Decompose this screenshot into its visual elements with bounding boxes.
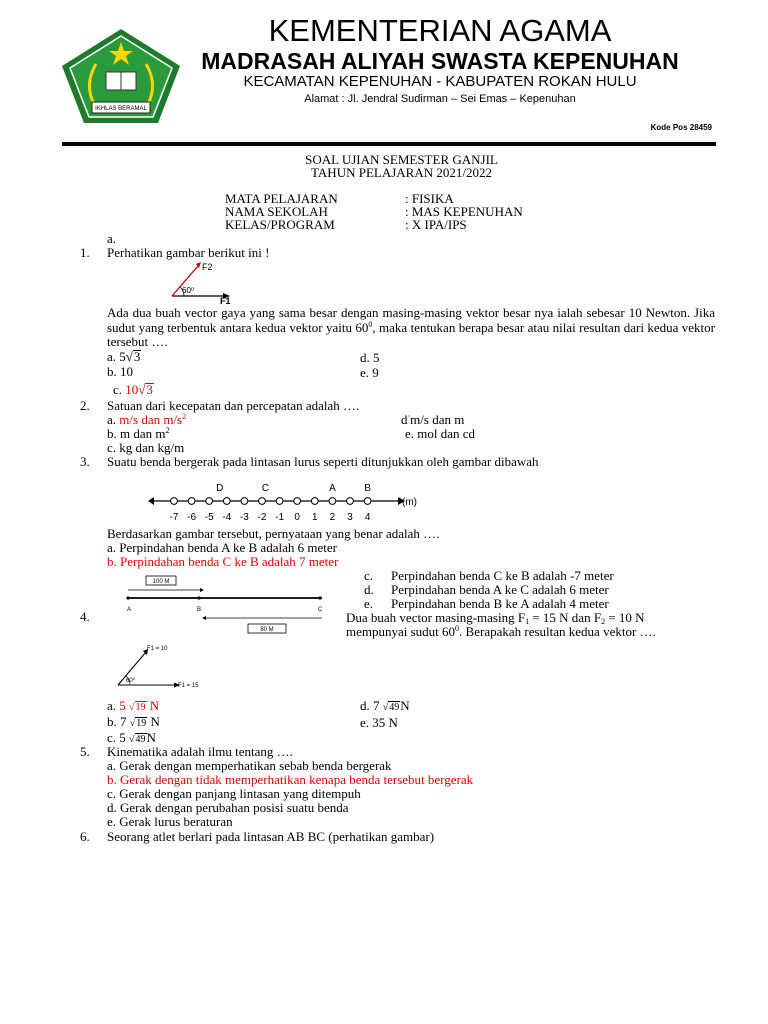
- q3-after: Berdasarkan gambar tersebut, pernyataan yang benar adalah ….: [107, 526, 440, 541]
- q2-opt-a-label: a.: [107, 412, 117, 427]
- q2-option-c: c. kg dan kg/m: [107, 440, 185, 455]
- numberline-letters: [216, 483, 371, 494]
- q3-numberline-figure: [148, 478, 428, 526]
- numberline-tick-label: -2: [257, 512, 267, 523]
- q4-s3: 0: [455, 624, 460, 633]
- q2-opt-a-sup: 2: [182, 412, 187, 421]
- q4-option-e: e. 35 N: [360, 715, 398, 730]
- q4-t2: = 15 N dan F: [529, 610, 602, 625]
- q4-opt-b-rad: 19: [136, 718, 147, 729]
- field-label-subject: MATA PELAJARAN: [225, 191, 338, 206]
- q1-opt-a-label: a. 5: [107, 349, 126, 364]
- q2-number: 2.: [80, 398, 90, 413]
- q5-number: 5.: [80, 744, 90, 759]
- q4-text: [346, 611, 715, 625]
- q4-vector-figure: [110, 640, 220, 692]
- q2-stem: Satuan dari kecepatan dan percepatan adalah ….: [107, 398, 360, 413]
- q2-option-a: [107, 413, 186, 427]
- field-value-class: : X IPA/IPS: [405, 217, 467, 232]
- numberline-tick-label: 0: [294, 512, 300, 523]
- q5-option-b: b. Gerak dengan tidak memperhatikan kenapa benda tersebut bergerak: [107, 772, 474, 787]
- q4-option-a: [107, 699, 159, 715]
- q4-opt-b-unit: N: [150, 714, 160, 729]
- q4-number: 4.: [80, 609, 90, 624]
- fig2-bottom-label: 80 M: [260, 627, 274, 633]
- numberline-point: [171, 498, 178, 505]
- numberline-tick-label: 3: [347, 512, 353, 523]
- exam-year: TAHUN PELAJARAN 2021/2022: [311, 165, 492, 180]
- q1-vector-figure: [168, 258, 238, 306]
- numberline-point: [311, 498, 318, 505]
- q4-text-line2: [346, 625, 656, 639]
- sqrt-icon: √49: [129, 734, 146, 745]
- q2-option-b: [107, 427, 170, 441]
- q1-stem: Perhatikan gambar berikut ini !: [107, 245, 270, 260]
- numberline-tick-label: -7: [169, 512, 179, 523]
- numberline-point: [188, 498, 195, 505]
- exam-title: SOAL UJIAN SEMESTER GANJIL: [305, 152, 498, 167]
- q6-number: 6.: [80, 829, 90, 844]
- q4-t5: . Berapakah resultan kedua vektor ….: [459, 624, 656, 639]
- numberline-point: [329, 498, 336, 505]
- q1-option-e: e. 9: [360, 365, 379, 380]
- q4-opt-c-rad: 49: [135, 734, 146, 745]
- q1-text-part1: Ada dua buah vector gaya yang sama besar dengan masing-masing vektor besar nya ialah sebesar 10 Newton. Jika sudut yang terbentuk antara kedua vektor yaitu 60: [107, 305, 715, 335]
- q1-opt-c-rad: 3: [146, 382, 153, 397]
- numberline-point: [364, 498, 371, 505]
- q1-text-sup: 0: [368, 319, 373, 329]
- q3-option-e: Perpindahan benda B ke A adalah 4 meter: [391, 596, 609, 611]
- q1-opt-c-coef: 10: [125, 382, 139, 397]
- numberline-tick-label: 4: [364, 512, 371, 523]
- q5-option-d: d. Gerak dengan perubahan posisi suatu benda: [107, 800, 349, 815]
- q2-option-e: e. mol dan cd: [405, 426, 476, 441]
- q3-option-d-label: d.: [364, 582, 374, 597]
- q4-opt-a-unit: N: [149, 698, 160, 713]
- numberline-point: [294, 498, 301, 505]
- q3-option-b: b. Perpindahan benda C ke B adalah 7 meter: [107, 554, 339, 569]
- numberline-tick-label: -4: [222, 512, 232, 523]
- fig2-top-label: 100 M: [152, 579, 170, 585]
- header-district: KECAMATAN KEPENUHAN - KABUPATEN ROKAN HULU: [243, 73, 637, 90]
- numberline-letter: B: [364, 483, 371, 494]
- q4-s2: 2: [601, 617, 606, 626]
- q4-fig-f1a: F1 = 10: [147, 646, 168, 652]
- q4-option-b: [107, 715, 160, 731]
- field-label-school: NAMA SEKOLAH: [225, 204, 328, 219]
- numberline-tick-label: -3: [239, 512, 249, 523]
- q3-option-d: Perpindahan benda A ke C adalah 6 meter: [391, 582, 609, 597]
- q1-fig-f1: F1: [220, 296, 231, 306]
- q3-number: 3.: [80, 454, 90, 469]
- q4-opt-a-answer: [119, 698, 159, 713]
- numberline-unit: (m): [402, 497, 417, 508]
- numberline-tick-label: -6: [187, 512, 197, 523]
- q4-opt-b-label: b. 7: [107, 714, 127, 729]
- sqrt-icon: √19: [129, 718, 147, 729]
- q4-opt-d-rad: 49: [389, 702, 400, 713]
- q1-opt-a-rad: 3: [133, 349, 141, 364]
- q1-opt-c-label: c.: [113, 382, 123, 397]
- q1-fig-angle: 60⁰: [182, 286, 195, 295]
- sqrt-icon: √3: [125, 349, 141, 364]
- sqrt-icon: √3: [138, 382, 153, 397]
- q2-opt-a-text: m/s dan m/s: [119, 412, 183, 427]
- numberline-tick-label: -5: [204, 512, 214, 523]
- q4-fig-f1b: F1 = 15: [178, 683, 199, 689]
- field-value-school: : MAS KEPENUHAN: [405, 204, 523, 219]
- ministry-logo: [58, 26, 184, 126]
- q2-opt-b-sup: 2: [165, 426, 170, 435]
- q2-opt-a-answer: [119, 412, 186, 427]
- q4-s1: 1: [525, 617, 530, 626]
- header-address: Alamat : Jl. Jendral Sudirman – Sei Emas – Kepenuhan: [304, 93, 576, 105]
- q4-t1: Dua buah vector masing-masing F: [346, 610, 526, 625]
- numberline-letter: C: [261, 483, 270, 494]
- q1-option-d: d. 5: [360, 350, 380, 365]
- q5-option-e: e. Gerak lurus beraturan: [107, 814, 233, 829]
- header-title: KEMENTERIAN AGAMA: [268, 13, 612, 48]
- q3-option-c: Perpindahan benda C ke B adalah -7 meter: [391, 568, 614, 583]
- q3-option-e-label: e.: [364, 596, 374, 611]
- q4-opt-a-label: a.: [107, 698, 117, 713]
- numberline-point: [206, 498, 213, 505]
- q4-fig-angle: 60⁰: [126, 678, 136, 684]
- sqrt-icon: √49: [382, 702, 400, 713]
- q4-opt-d-label: d. 7: [360, 698, 380, 713]
- q1-text-part2: , maka tentukan berapa besar atau nilai resultan dari kedua vektor tersebut ….: [107, 319, 715, 349]
- q4-opt-c-unit: N: [146, 730, 156, 745]
- q5-stem: Kinematika adalah ilmu tentang ….: [107, 744, 293, 759]
- numberline-letter: D: [216, 483, 224, 494]
- q4-opt-d-unit: N: [400, 698, 410, 713]
- q2-option-d: [401, 413, 464, 427]
- q3-option-c-label: c.: [364, 568, 374, 583]
- numberline-tick-label: 1: [312, 512, 318, 523]
- numberline-point: [223, 498, 230, 505]
- q1-option-c: [113, 383, 154, 397]
- q1-option-a: [107, 350, 141, 364]
- q3-option-a: a. Perpindahan benda A ke B adalah 6 meter: [107, 540, 337, 555]
- field-value-subject: : FISIKA: [405, 191, 454, 206]
- q4-opt-a-rad: 19: [135, 702, 146, 713]
- numberline-point: [276, 498, 283, 505]
- q4-t3: = 10 N: [605, 610, 645, 625]
- logo-motto: IKHLAS BERAMAL: [95, 106, 147, 112]
- numberline-tick-label: 2: [329, 512, 336, 523]
- field-label-class: KELAS/PROGRAM: [225, 217, 335, 232]
- q5-option-c: c. Gerak dengan panjang lintasan yang ditempuh: [107, 786, 361, 801]
- q3-stem: Suatu benda bergerak pada lintasan lurus seperti ditunjukkan oleh gambar dibawah: [107, 454, 539, 469]
- q1-text: [107, 306, 715, 350]
- numberline-point: [347, 498, 354, 505]
- fig2-point-a: A: [127, 607, 132, 613]
- header-postal: Kode Pos 28459: [650, 123, 712, 132]
- numberline-tick-label: -1: [275, 512, 285, 523]
- q6-stem: Seorang atlet berlari pada lintasan AB BC (perhatikan gambar): [107, 829, 435, 844]
- fig2-point-c: C: [318, 607, 323, 613]
- q2-opt-d-text: m/s dan m: [410, 412, 465, 427]
- q1-opt-c-value: [125, 382, 154, 397]
- q3-distance-figure: [122, 574, 332, 636]
- q2-opt-d-dot: ·: [407, 412, 411, 421]
- fig2-point-b: B: [197, 607, 202, 613]
- header-school: MADRASAH ALIYAH SWASTA KEPENUHAN: [201, 48, 679, 74]
- q4-t4: mempunyai sudut 60: [346, 624, 456, 639]
- q4-opt-a-coef: 5: [119, 698, 126, 713]
- q4-opt-c-label: c. 5: [107, 730, 126, 745]
- numberline-ticks: [170, 512, 371, 523]
- q2-opt-b-text: b. m dan m: [107, 426, 166, 441]
- numberline-point: [241, 498, 248, 505]
- q1-fig-f2: F2: [202, 262, 213, 272]
- numberline-point: [259, 498, 266, 505]
- stray-label: a.: [107, 231, 117, 246]
- header-divider: [62, 142, 716, 146]
- q1-number: 1.: [80, 245, 90, 260]
- q1-option-b: b. 10: [107, 364, 133, 379]
- numberline-letter: A: [329, 483, 336, 494]
- sqrt-icon: √19: [129, 702, 146, 713]
- q4-option-d: [360, 699, 410, 715]
- q2-opt-d-pre: d: [401, 412, 408, 427]
- q5-option-a: a. Gerak dengan memperhatikan sebab benda bergerak: [107, 758, 392, 773]
